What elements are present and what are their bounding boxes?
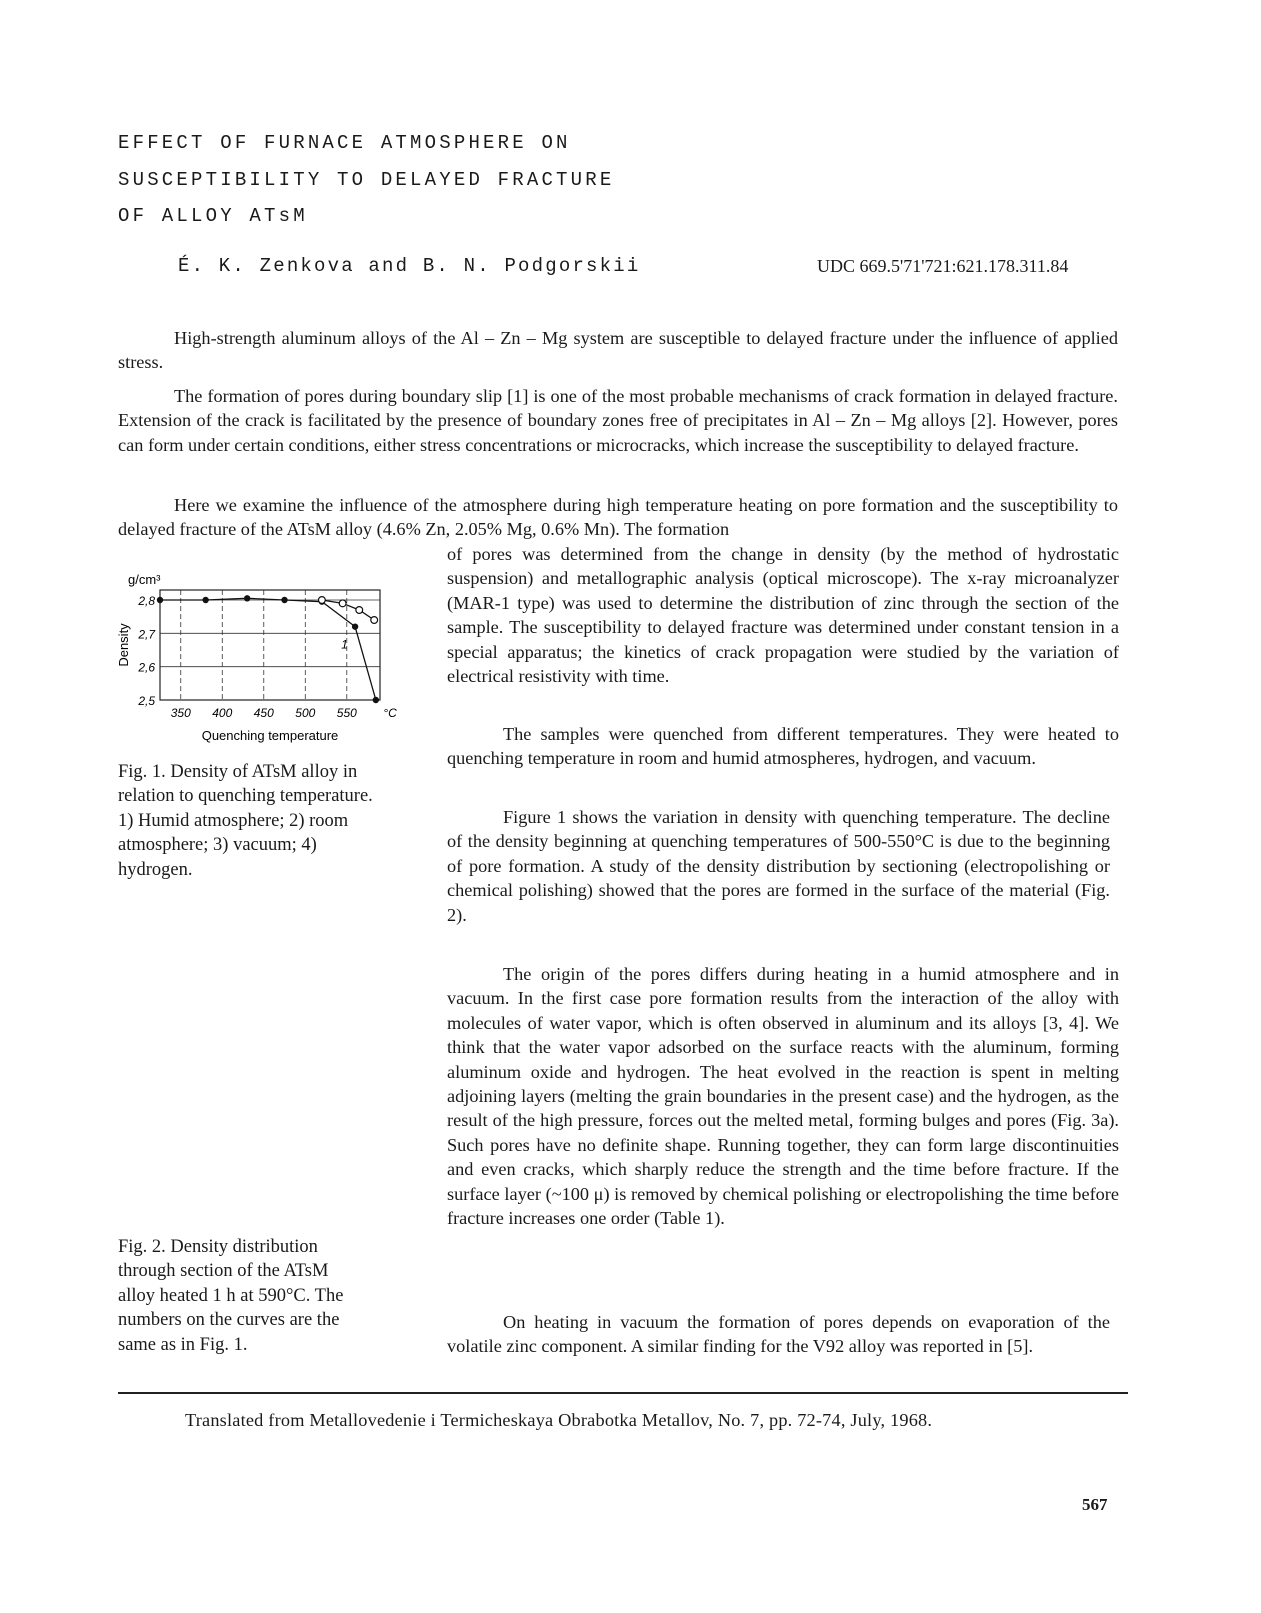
translation-note: Translated from Metallovedenie i Termicheskaya Obrabotka Metallov, No. 7, pp. 72-74, July, 1968. (185, 1410, 933, 1430)
x-tick-label: 400 (212, 706, 233, 720)
x-tick-label: 500 (295, 706, 316, 720)
data-point-series-2 (339, 600, 346, 607)
paper-title-line-2: SUSCEPTIBILITY TO DELAYED FRACTURE (118, 169, 615, 191)
paragraph-7-text: On heating in vacuum the formation of pores depends on evaporation of the volatile zinc component. A similar finding for the V92 alloy was reported in [5]. (447, 1312, 1110, 1357)
paragraph-6-text: The origin of the pores differs during heating in a humid atmosphere and in vacuum. In the first case pore formation results from the interaction of the alloy with molecules of water vapor, which is often observed in aluminum and its alloys [3, 4]. We think that the water vapor adsorbed on the surface reacts with the aluminum, forming aluminum oxide and hydrogen. The heat evolved in the reaction is spent in melting adjoining layers (melting the grain boundaries in the present case) and the hydrogen, as the result of the high pressure, forces out the melted metal, forming bulges and pores (Fig. 3a). Such pores have no definite shape. Running together, they can form large discontinuities and even cracks, which sharply reduce the strength and the time before fracture. If the surface layer (~100 μ) is removed by chemical polishing or electropolishing the time before fracture increases one order (Table 1). (447, 964, 1119, 1229)
data-point-series-1 (373, 697, 379, 703)
authors: É. K. Zenkova and B. N. Podgorskii (178, 255, 641, 277)
paragraph-1-text: High-strength aluminum alloys of the Al – Zn – Mg system are susceptible to delayed fracture under the influence of applied stress. (118, 328, 1118, 373)
paragraph-3b (447, 542, 1119, 688)
paragraph-3a (118, 493, 1118, 542)
figure-1-chart (110, 566, 400, 746)
data-point-series-1 (202, 597, 208, 603)
paper-title-line-1: EFFECT OF FURNACE ATMOSPHERE ON (118, 132, 571, 154)
paragraph-5 (447, 805, 1110, 927)
figure-2-chart (110, 980, 360, 1226)
data-point-series-1 (352, 623, 358, 629)
x-tick-label: °C (383, 706, 397, 720)
data-point-series-2 (371, 617, 378, 624)
x-tick-label: 350 (170, 706, 191, 720)
paragraph-5-text: Figure 1 shows the variation in density with quenching temperature. The decline of the density beginning at quenching temperatures of 500-550°C is due to the beginning of pore formation. A study of the density distribution by sectioning (electropolishing or chemical polishing) showed that the pores are formed in the surface of the material (Fig. 2). (447, 807, 1110, 925)
paragraph-7 (447, 1310, 1110, 1359)
y-unit-label: g/cm³ (128, 572, 161, 587)
x-tick-label: 450 (253, 706, 274, 720)
x-axis-title: Quenching temperature (201, 728, 339, 743)
series-label-1: 1 (341, 637, 348, 652)
y-axis-title: Density (116, 623, 131, 667)
y-tick-label: 2,8 (138, 594, 155, 608)
paragraph-2 (118, 384, 1118, 457)
x-tick-label: 550 (336, 706, 357, 720)
footer-rule (118, 1392, 1128, 1394)
data-point-series-1 (244, 595, 250, 601)
data-point-series-2 (356, 607, 363, 614)
paragraph-4 (447, 722, 1119, 771)
y-tick-label: 2,7 (138, 627, 155, 642)
y-tick-label: 2,5 (138, 694, 155, 708)
series-line-2 (322, 600, 374, 620)
paper-title-line-3: OF ALLOY ATsM (118, 205, 308, 227)
paragraph-3a-text: Here we examine the influence of the atmosphere during high temperature heating on pore formation and the susceptibility to delayed fracture of the ATsM alloy (4.6% Zn, 2.05% Mg, 0.6% Mn). The formation (118, 495, 1118, 540)
udc-code: UDC 669.5'71'721:621.178.311.84 (817, 256, 1069, 276)
data-point-series-2 (318, 597, 325, 604)
paragraph-4-text: The samples were quenched from different temperatures. They were heated to quenching temperature in room and humid atmospheres, hydrogen, and vacuum. (447, 724, 1119, 769)
data-point-series-1 (281, 597, 287, 603)
figure-1-caption: Fig. 1. Density of ATsM alloy in relation to quenching temperature. 1) Humid atmosphere; 2) room atmosphere; 3) vacuum; 4) hydrogen. (118, 762, 373, 880)
y-tick-label: 2,6 (138, 660, 155, 675)
paragraph-6 (447, 962, 1119, 1230)
paragraph-1 (118, 326, 1118, 375)
figure-2-caption: Fig. 2. Density distribution through section of the ATsM alloy heated 1 h at 590°C. The numbers on the curves are the same as in Fig. 1. (118, 1237, 344, 1355)
paragraph-2-text: The formation of pores during boundary slip [1] is one of the most probable mechanisms of crack formation in delayed fracture. Extension of the crack is facilitated by the presence of boundary zones free of precipitates in Al – Zn – Mg alloys [2]. However, pores can form under certain conditions, either stress concentrations or microcracks, which increase the susceptibility to delayed fracture. (118, 386, 1118, 455)
paragraph-3b-text: of pores was determined from the change in density (by the method of hydrostatic suspension) and metallographic analysis (optical microscope). The x-ray microanalyzer (MAR-1 type) was used to determine the distribution of zinc through the section of the sample. The susceptibility to delayed fracture was determined under constant tension in a special apparatus; the kinetics of crack propagation were studied by the variation of electrical resistivity with time. (447, 544, 1119, 687)
data-point-series-1 (157, 597, 163, 603)
page-number: 567 (1082, 1495, 1108, 1514)
